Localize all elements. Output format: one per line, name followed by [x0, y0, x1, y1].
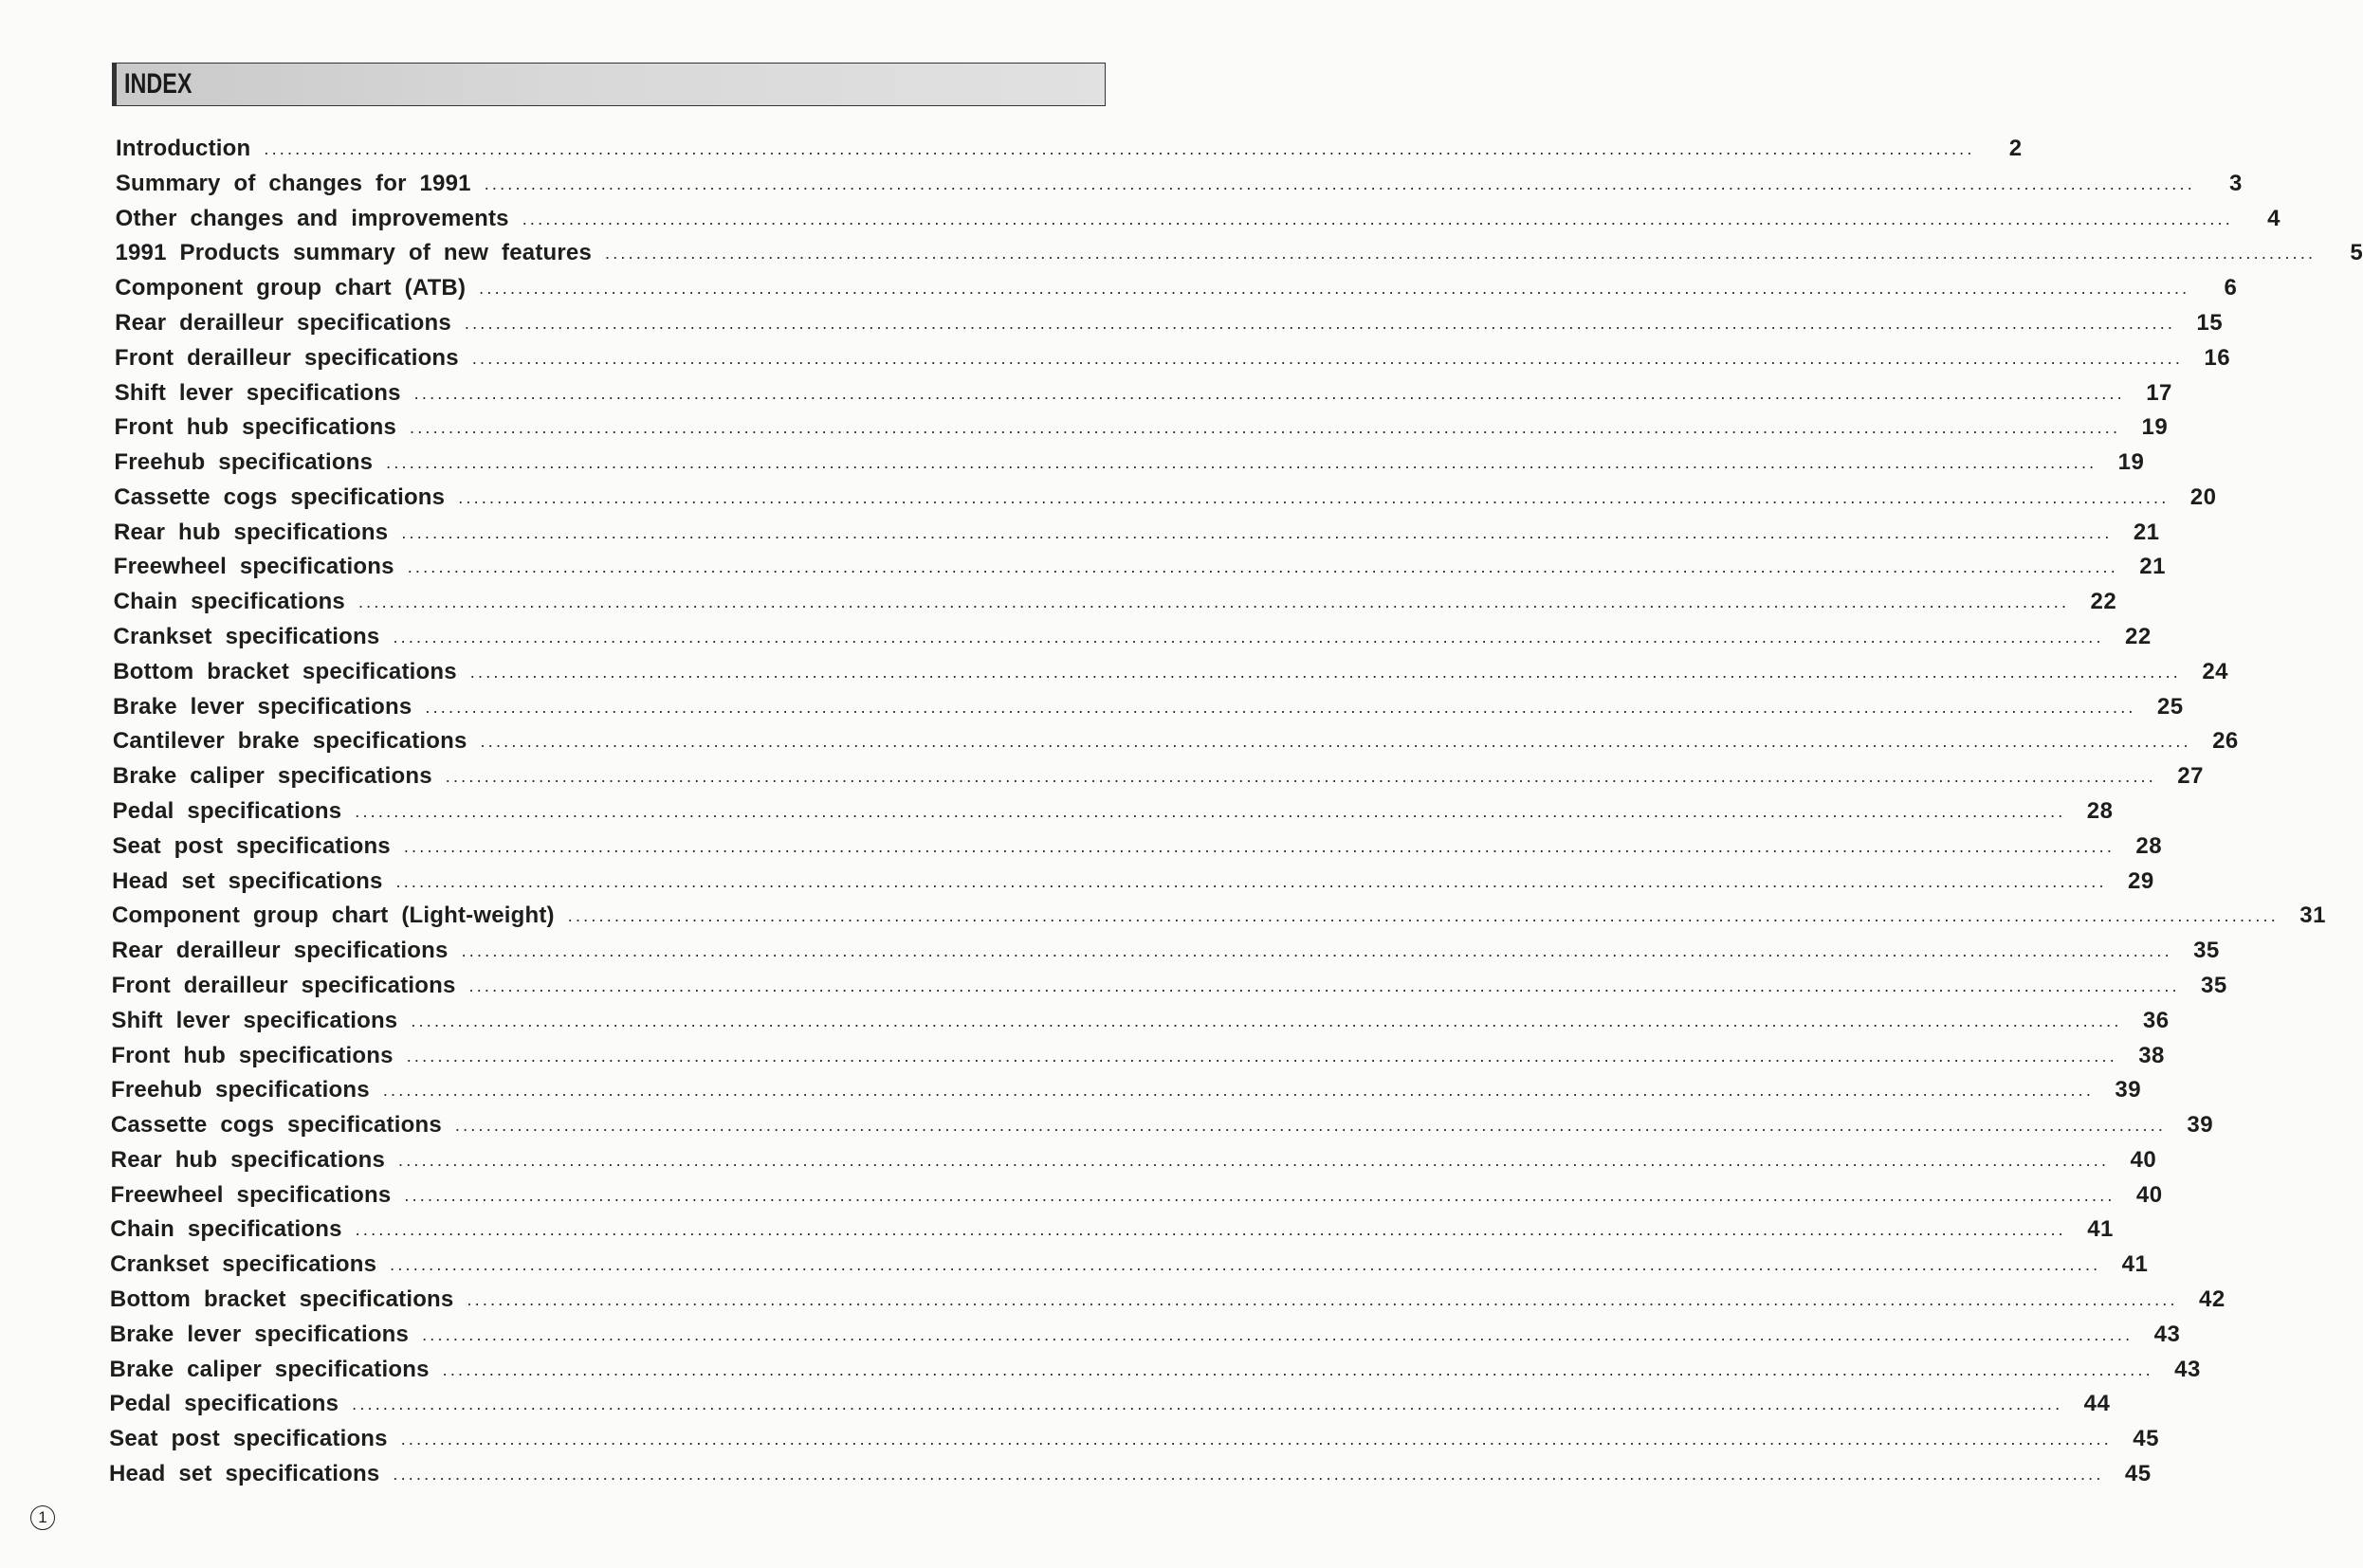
toc-entry-page: 19	[2141, 414, 2169, 441]
dot-leader: ............................................................................................................................................................................................................................	[410, 418, 2121, 438]
toc-entry-page: 5	[2350, 240, 2363, 266]
toc-entry	[113, 624, 2152, 656]
dot-leader: ............................................................................................................................................................................................................................	[422, 1324, 2134, 1344]
toc-entry-page: 20	[2189, 483, 2217, 510]
dot-leader: ............................................................................................................................................................................................................................	[406, 1046, 2117, 1066]
dot-leader: ............................................................................................................................................................................................................................	[403, 836, 2116, 856]
toc-entry	[115, 240, 2363, 272]
toc-entry-page: 28	[2086, 798, 2114, 824]
toc-entry-title: Freehub specifications	[111, 1077, 370, 1103]
toc-entry-page: 22	[2090, 589, 2117, 615]
toc-entry-page: 40	[2135, 1181, 2163, 1208]
toc-entry	[114, 379, 2172, 412]
toc-entry	[111, 938, 2220, 970]
toc-entry	[109, 1356, 2201, 1389]
toc-entry-page: 43	[2174, 1356, 2201, 1382]
toc-entry	[111, 1042, 2165, 1075]
toc-entry-title: Chain specifications	[110, 1216, 342, 1243]
toc-entry-title: Cassette cogs specifications	[110, 1112, 442, 1139]
toc-entry-title: Brake lever specifications	[113, 693, 412, 720]
dot-leader: ............................................................................................................................................................................................................................	[393, 628, 2104, 647]
toc-entry	[112, 763, 2204, 795]
toc-entry	[112, 728, 2239, 760]
toc-entry-page: 31	[2299, 903, 2326, 929]
dot-leader: ............................................................................................................................................................................................................................	[567, 906, 2279, 926]
dot-leader: ............................................................................................................................................................................................................................	[445, 767, 2156, 787]
toc-entry	[114, 344, 2231, 377]
dot-leader: ............................................................................................................................................................................................................................	[411, 1011, 2122, 1030]
dot-leader: ............................................................................................................................................................................................................................	[386, 453, 2097, 473]
toc-entry-title: Seat post specifications	[112, 832, 391, 859]
toc-entry-page: 21	[2139, 554, 2166, 580]
dot-leader: ............................................................................................................................................................................................................................	[401, 522, 2113, 542]
toc-entry-title: Pedal specifications	[112, 798, 342, 824]
toc-entry-page: 22	[2124, 624, 2152, 650]
dot-leader: ............................................................................................................................................................................................................................	[442, 1359, 2153, 1379]
dot-leader: ............................................................................................................................................................................................................................	[404, 1185, 2116, 1205]
toc-entry-title: Shift lever specifications	[111, 1007, 398, 1033]
toc-entry	[112, 798, 2114, 830]
toc-entry-title: Freehub specifications	[114, 449, 374, 476]
toc-entry-title: Crankset specifications	[113, 624, 380, 650]
toc-entry-title: Brake caliper specifications	[109, 1356, 430, 1382]
toc-entry-title: Front derailleur specifications	[111, 972, 456, 998]
toc-entry-title: Shift lever specifications	[114, 379, 401, 406]
dot-leader: ............................................................................................................................................................................................................................	[468, 975, 2180, 995]
toc-entry-title: Head set specifications	[109, 1461, 380, 1486]
toc-entry	[111, 903, 2326, 935]
toc-entry-title: Bottom bracket specifications	[113, 658, 457, 684]
dot-leader: ............................................................................................................................................................................................................................	[382, 1081, 2095, 1101]
dot-leader: ............................................................................................................................................................................................................................	[407, 557, 2118, 577]
index-header-bar	[112, 63, 1106, 106]
dot-leader: ............................................................................................................................................................................................................................	[357, 593, 2070, 612]
toc-entry-title: Rear derailleur specifications	[115, 309, 451, 336]
toc-entry	[109, 1321, 2181, 1354]
toc-entry-title: Cassette cogs specifications	[114, 483, 446, 510]
toc-entry-page: 45	[2133, 1426, 2159, 1452]
toc-entry-page: 16	[2204, 344, 2231, 371]
dot-leader: ............................................................................................................................................................................................................................	[464, 313, 2176, 333]
toc-entry	[113, 589, 2117, 621]
toc-entry	[115, 275, 2238, 307]
toc-entry-page: 3	[2229, 170, 2243, 196]
toc-entry	[109, 1391, 2111, 1423]
toc-entry-page: 39	[2115, 1077, 2142, 1103]
toc-entry-title: Other changes and improvements	[115, 205, 509, 231]
dot-leader: ............................................................................................................................................................................................................................	[480, 732, 2191, 752]
dot-leader: ............................................................................................................................................................................................................................	[471, 348, 2184, 368]
dot-leader: ............................................................................................................................................................................................................................	[264, 139, 1975, 158]
toc-entry	[111, 1077, 2142, 1109]
toc-entry-title: Freewheel specifications	[110, 1181, 392, 1208]
toc-entry-title: Head set specifications	[112, 867, 383, 894]
toc-entry-title: Crankset specifications	[110, 1251, 377, 1278]
dot-leader: ............................................................................................................................................................................................................................	[522, 209, 2233, 228]
toc-entry-page: 39	[2187, 1112, 2214, 1139]
dot-leader: ............................................................................................................................................................................................................................	[398, 1150, 2110, 1170]
dot-leader: ............................................................................................................................................................................................................................	[390, 1255, 2101, 1275]
toc-entry-page: 41	[2121, 1251, 2149, 1278]
toc-entry-title: Brake lever specifications	[109, 1321, 410, 1347]
toc-entry	[114, 414, 2169, 447]
toc-entry-page: 2	[2008, 136, 2023, 161]
toc-entry-page: 26	[2212, 728, 2239, 755]
toc-entry-page: 4	[2267, 205, 2281, 231]
dot-leader: ............................................................................................................................................................................................................................	[484, 173, 2195, 193]
toc-entry-title: Bottom bracket specifications	[109, 1286, 454, 1313]
toc-entry-title: Rear hub specifications	[110, 1146, 385, 1173]
toc-entry-page: 19	[2117, 449, 2145, 476]
toc-entry-page: 41	[2087, 1216, 2114, 1243]
toc-entry-title: Rear hub specifications	[113, 519, 389, 545]
toc-entry	[115, 170, 2243, 203]
toc-entry-title: Chain specifications	[113, 589, 345, 615]
dot-leader: ............................................................................................................................................................................................................................	[605, 244, 2317, 264]
toc-entry-page: 25	[2156, 693, 2184, 720]
toc-entry-title: Component group chart (Light-weight)	[111, 903, 555, 929]
toc-entry-page: 45	[2124, 1461, 2152, 1486]
toc-entry-title: Front derailleur specifications	[114, 344, 459, 371]
toc-entry-page: 15	[2196, 309, 2224, 336]
dot-leader: ............................................................................................................................................................................................................................	[461, 941, 2172, 961]
toc-entry	[111, 1007, 2170, 1040]
toc-entry	[112, 867, 2154, 901]
toc-entry-title: Pedal specifications	[109, 1391, 339, 1417]
dot-leader: ............................................................................................................................................................................................................................	[413, 383, 2125, 403]
toc-entry	[110, 1251, 2149, 1284]
toc-entry-page: 43	[2153, 1321, 2181, 1347]
toc-entry-page: 35	[2193, 938, 2220, 964]
toc-entry-page: 17	[2146, 379, 2172, 406]
toc-entry	[112, 832, 2163, 866]
toc-entry-page: 35	[2201, 972, 2227, 998]
dot-leader: ............................................................................................................................................................................................................................	[425, 697, 2136, 717]
toc-entry-page: 28	[2135, 832, 2163, 859]
toc-entry	[110, 1146, 2157, 1179]
header-left-rule	[113, 64, 117, 105]
dot-leader: ............................................................................................................................................................................................................................	[400, 1430, 2112, 1449]
toc-entry-title: Rear derailleur specifications	[111, 938, 449, 964]
dot-leader: ............................................................................................................................................................................................................................	[454, 1116, 2167, 1136]
toc-entry	[109, 1461, 2152, 1493]
toc-entry-page: 38	[2138, 1042, 2165, 1068]
toc-entry-page: 40	[2130, 1146, 2157, 1173]
dot-leader: ............................................................................................................................................................................................................................	[395, 871, 2107, 891]
toc-entry-title: Summary of changes for 1991	[115, 170, 471, 196]
toc-entry-page: 36	[2142, 1007, 2170, 1033]
toc-entry-title: Introduction	[116, 136, 251, 161]
toc-entry	[109, 1286, 2226, 1319]
toc-entry-page: 21	[2133, 519, 2160, 545]
toc-entry	[110, 1181, 2163, 1214]
toc-entry	[114, 483, 2217, 517]
toc-entry-page: 44	[2083, 1391, 2111, 1417]
page-title: INDEX	[124, 68, 192, 100]
toc-entry-page: 42	[2198, 1286, 2226, 1313]
dot-leader: ............................................................................................................................................................................................................................	[393, 1465, 2104, 1484]
toc-entry	[110, 1216, 2114, 1249]
toc-entry-title: Front hub specifications	[111, 1042, 394, 1068]
toc-entry	[115, 309, 2224, 342]
toc-entry-title: Front hub specifications	[114, 414, 396, 441]
toc-entry-title: 1991 Products summary of new features	[115, 240, 593, 266]
toc-entry	[111, 972, 2227, 1005]
toc-entry	[116, 136, 2023, 168]
toc-entry-page: 6	[2224, 275, 2238, 301]
toc-entry-title: Component group chart (ATB)	[115, 275, 467, 301]
dot-leader: ............................................................................................................................................................................................................................	[458, 487, 2170, 507]
toc-entry	[115, 205, 2281, 238]
toc-entry	[110, 1112, 2214, 1144]
toc-entry-title: Brake caliper specifications	[112, 763, 432, 790]
toc-entry-page: 27	[2177, 763, 2204, 790]
toc-entry	[114, 449, 2145, 482]
dot-leader: ............................................................................................................................................................................................................................	[352, 1395, 2063, 1414]
toc-entry-title: Seat post specifications	[109, 1426, 388, 1452]
dot-leader: ............................................................................................................................................................................................................................	[355, 1220, 2066, 1240]
toc-entry-page: 24	[2202, 658, 2229, 684]
dot-leader: ............................................................................................................................................................................................................................	[469, 662, 2182, 682]
toc-entry	[109, 1426, 2159, 1458]
toc-entry-title: Freewheel specifications	[113, 554, 394, 580]
dot-leader: ............................................................................................................................................................................................................................	[467, 1290, 2178, 1310]
toc-entry-title: Cantilever brake specifications	[112, 728, 467, 755]
toc-entry	[113, 658, 2229, 691]
dot-leader: ............................................................................................................................................................................................................................	[355, 802, 2066, 821]
toc-entry	[113, 519, 2160, 552]
toc-entry	[113, 554, 2166, 586]
toc-entry	[113, 693, 2184, 726]
dot-leader: ............................................................................................................................................................................................................................	[479, 279, 2190, 299]
page-number: 1	[30, 1505, 55, 1530]
toc-entry-page: 29	[2128, 867, 2154, 894]
